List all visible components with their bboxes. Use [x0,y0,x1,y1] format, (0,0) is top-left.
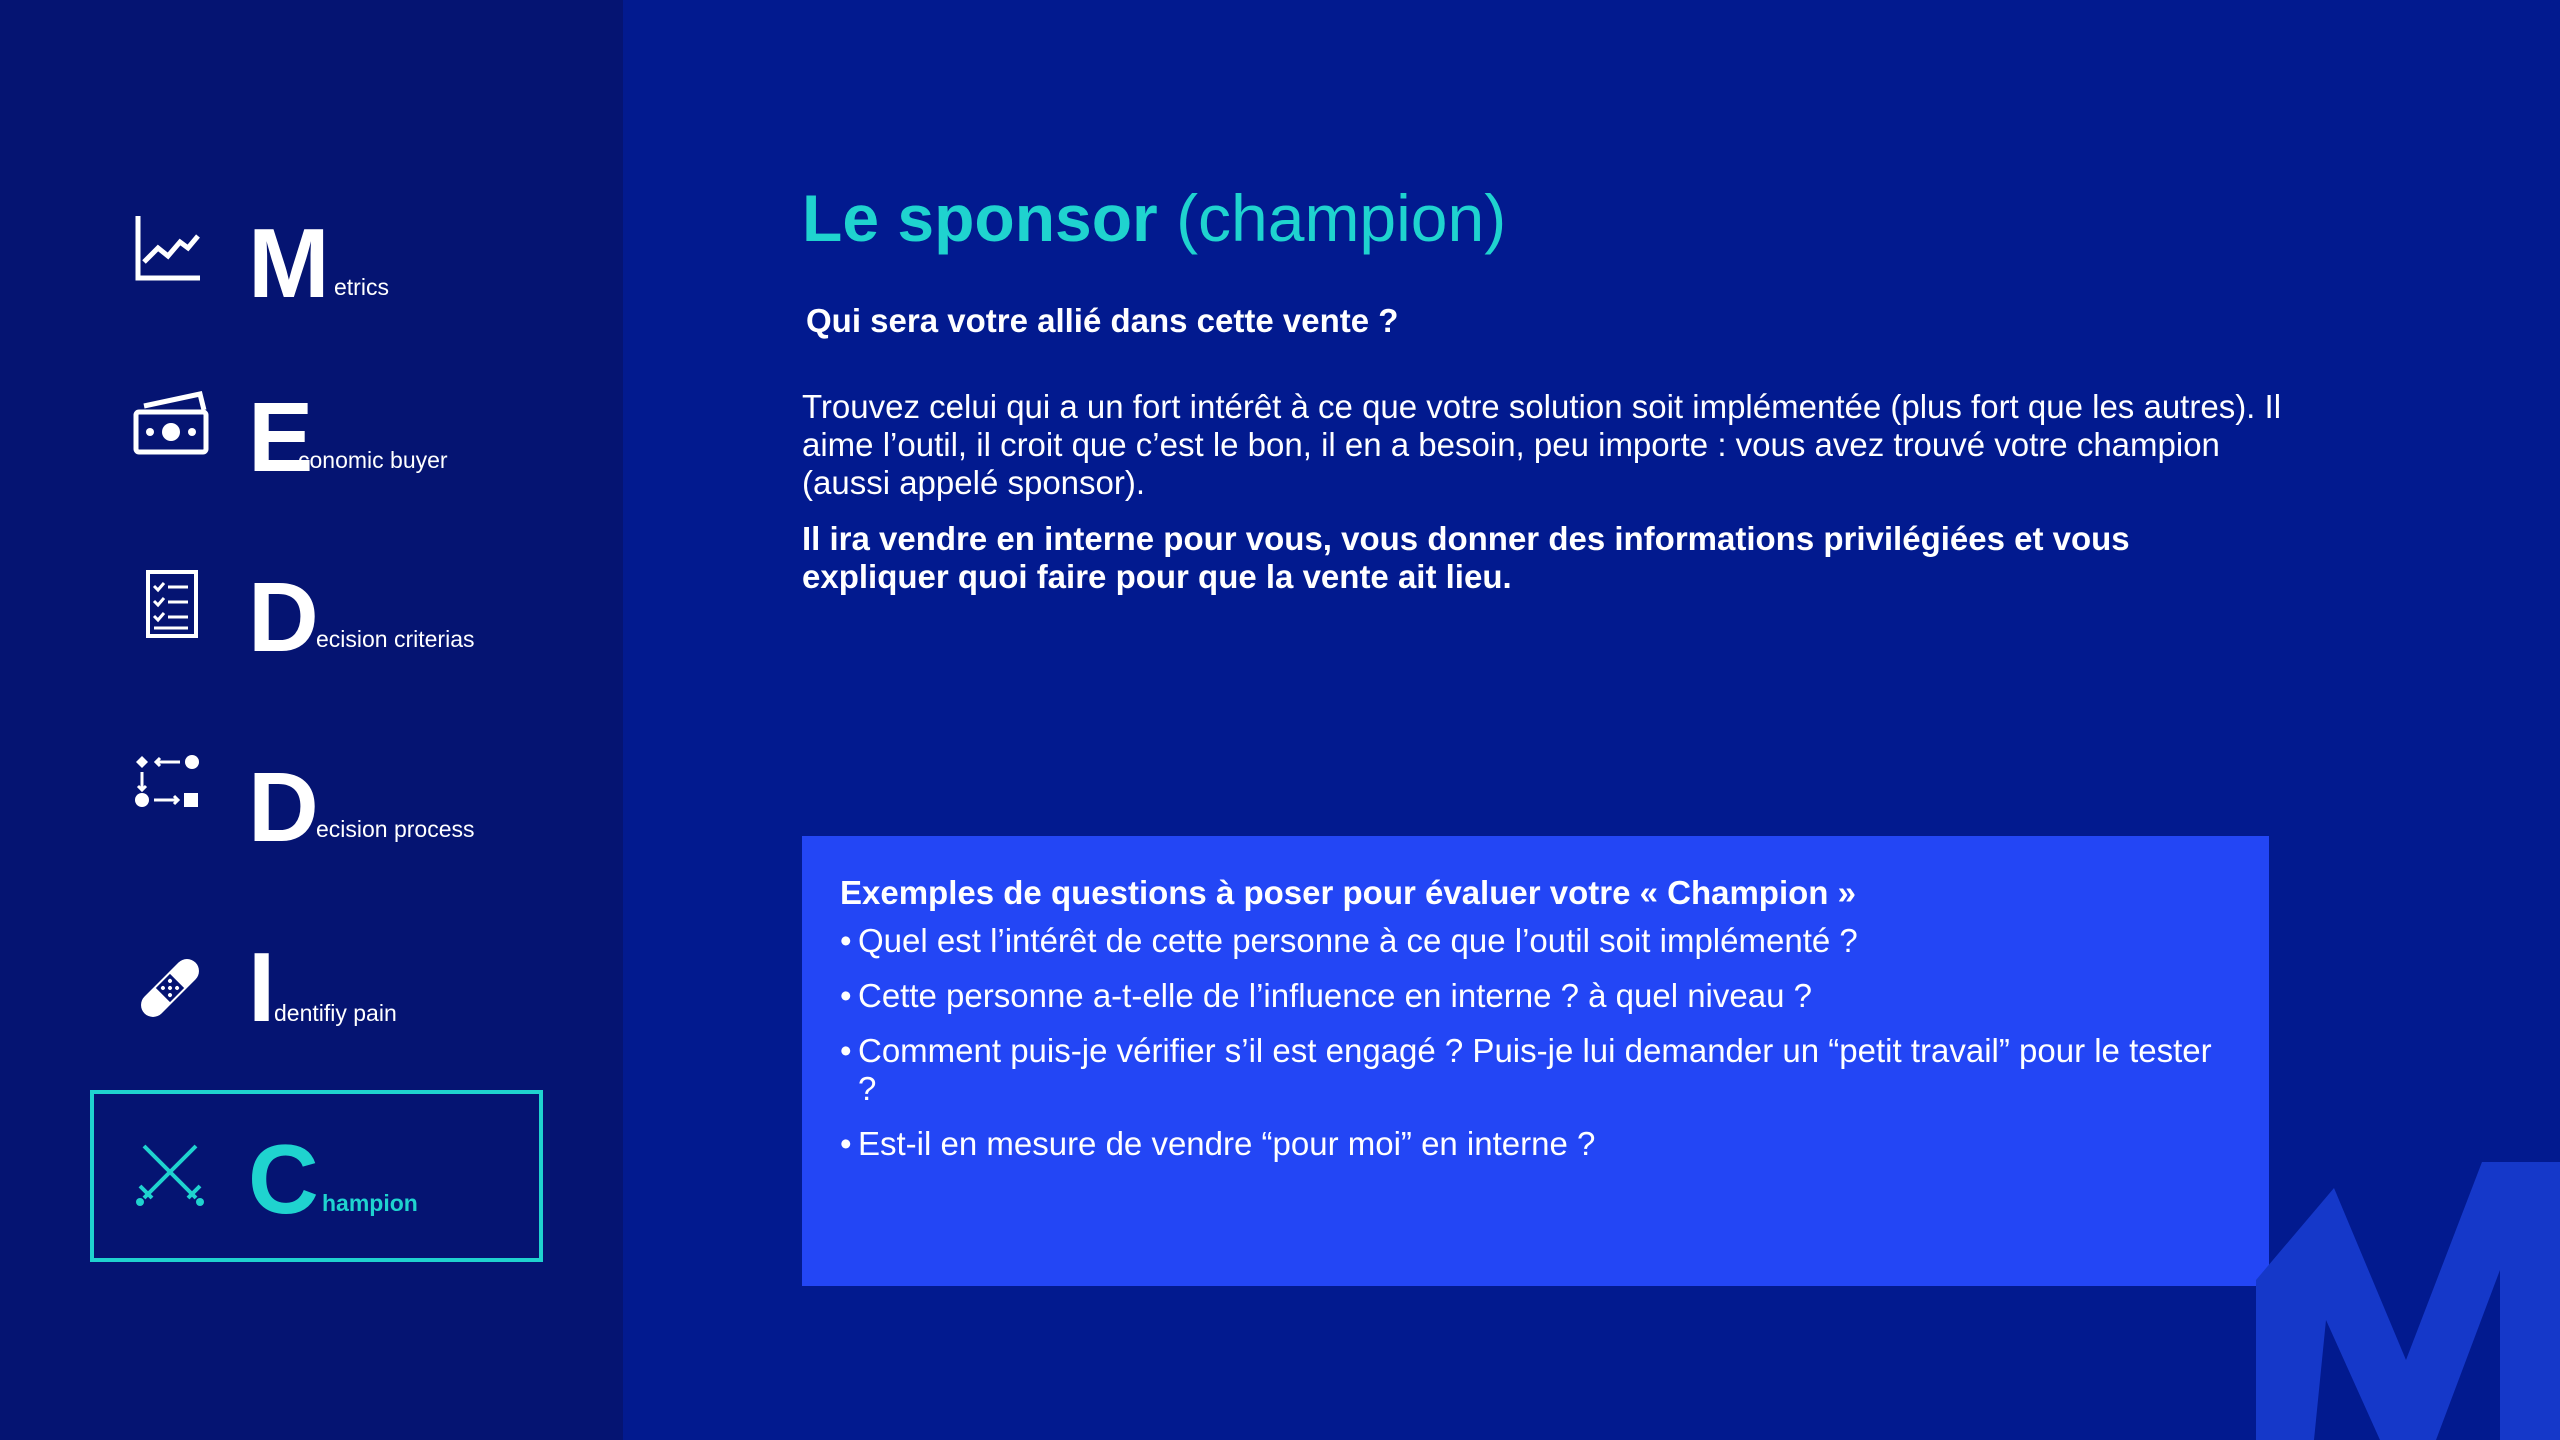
subtitle: Qui sera votre allié dans cette vente ? [806,302,1399,339]
list-item: • Quel est l’intérêt de cette personne à ce que l’outil soit implémenté ? [840,922,1858,959]
callout-heading: Exemples de questions à poser pour évaluer votre « Champion » [840,874,1856,911]
question-text: Comment puis-je vérifier s’il est engagé ? Puis-je lui demander un “petit travail” pour le tester ? [858,1032,2212,1107]
sidebar-item-decision-criterias[interactable] [90,530,543,702]
list-item: • Est-il en mesure de vendre “pour moi” en interne ? [840,1125,1596,1162]
economic-buyer-label: conomic buyer [298,447,448,473]
description-paragraph: Trouvez celui qui a un fort intérêt à ce que votre solution soit implémentée (plus fort que les autres). Il aime l’outil, il croit que c’est le bon, il en a besoin, peu importe : vous avez trouvé votre champion (aussi appelé sponsor). [802,388,2282,501]
metrics-label: etrics [334,274,389,300]
sidebar [0,0,623,1440]
champion-label: hampion [322,1190,418,1216]
identify-pain-letter: I [248,932,276,1042]
description-bold-paragraph: Il ira vendre en interne pour vous, vous donner des informations privilégiées et vous expliquer quoi faire pour que la vente ait lieu. [802,520,2130,595]
metrics-letter: M [248,208,330,318]
sidebar-item-metrics[interactable] [90,176,543,348]
list-item: • Cette personne a-t-elle de l’influence en interne ? à quel niveau ? [840,977,1812,1014]
decision-process-label: ecision process [316,816,475,842]
question-text: Est-il en mesure de vendre “pour moi” en interne ? [858,1125,1596,1162]
decision-criterias-letter: D [248,562,319,672]
sidebar-item-economic-buyer[interactable] [90,350,543,522]
sidebar-item-champion[interactable] [90,1090,543,1262]
questions-callout [802,836,2269,1286]
question-list [840,922,2231,1163]
question-text: Quel est l’intérêt de cette personne à ce que l’outil soit implémenté ? [858,922,1858,959]
money-icon [130,386,220,472]
sidebar-item-identify-pain[interactable] [90,900,543,1072]
identify-pain-label: dentifiy pain [274,1000,397,1026]
m-logo-watermark-icon [2256,1160,2560,1440]
list-item: • Comment puis-je vérifier s’il est engagé ? Puis-je lui demander un “petit travail” pour le tester ? [840,1032,2212,1107]
economic-buyer-letter: E [248,382,314,492]
title-strong: Le sponsor [802,181,1158,255]
chart-line-icon [130,208,216,294]
title-light: (champion) [1176,181,1507,255]
bandage-icon [130,948,216,1034]
question-text: Cette personne a-t-elle de l’influence en interne ? à quel niveau ? [858,977,1812,1014]
champion-letter: C [248,1124,319,1234]
checklist-icon [130,568,216,654]
decision-criterias-label: ecision criterias [316,626,475,652]
page-title [802,180,1506,256]
crossed-swords-icon [134,1136,220,1222]
decision-process-letter: D [248,752,319,862]
process-flow-icon [130,748,216,834]
sidebar-item-decision-process[interactable] [90,720,543,892]
